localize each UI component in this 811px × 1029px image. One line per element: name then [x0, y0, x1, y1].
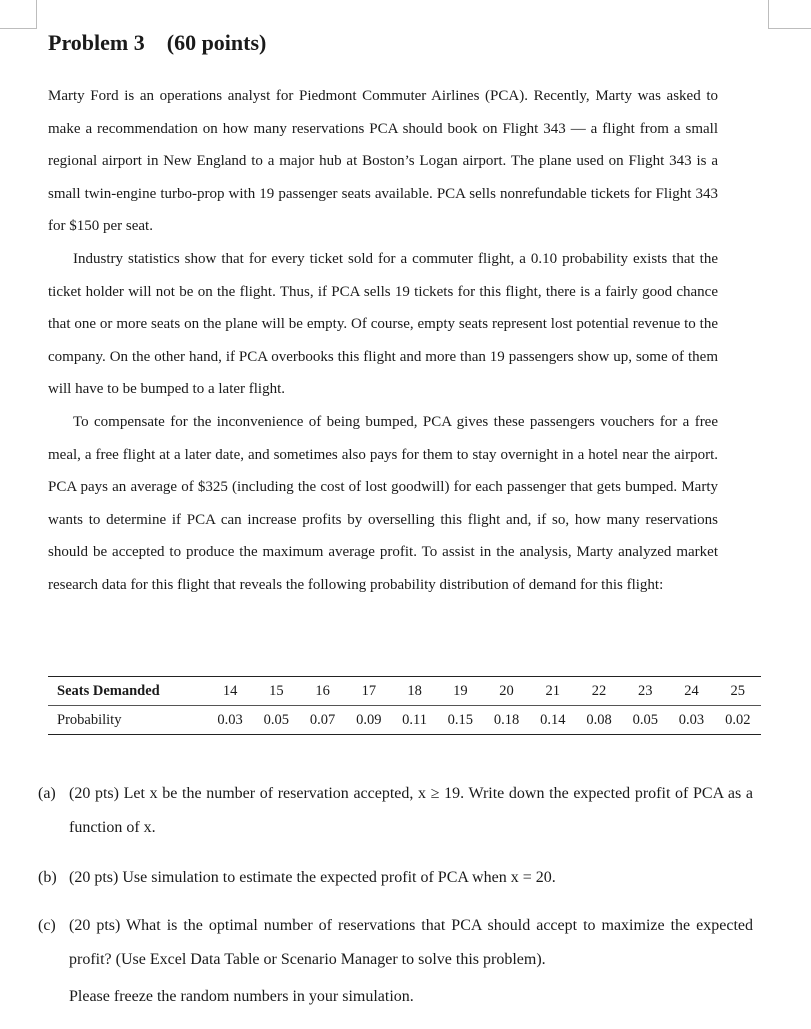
seats-cell: 17: [346, 677, 392, 706]
seats-demanded-row: [48, 677, 761, 706]
paragraph-compensation: To compensate for the inconvenience of being bumped, PCA gives these passengers vouchers for a free meal, a free flight at a later date, and sometimes also pays for them to stay overnight in a hotel near the airport. PCA pays an average of $325 (including the cost of lost goodwill) for each passenger that gets bumped. Marty wants to determine if PCA can increase profits by overselling this flight and, if so, how many reservations should be accepted to produce the maximum average profit. To assist in the analysis, Marty analyzed market research data for this flight that reveals the following probability distribution of demand for this flight:: [48, 413, 718, 593]
page-corner-mark-left: [0, 0, 37, 29]
question-text: (20 pts) Let x be the number of reservation accepted, x ≥ 19. Write down the expected profit of PCA as a function of x.: [69, 785, 753, 836]
question-label: (a): [38, 785, 56, 802]
probability-cell: 0.05: [632, 711, 658, 728]
page-corner-mark-right: [768, 0, 811, 29]
seats-cell: 25: [715, 677, 761, 706]
problem-description: [48, 80, 718, 602]
seats-cell: 23: [622, 677, 668, 706]
seats-cell: 19: [437, 677, 483, 706]
seats-cell: 24: [668, 677, 714, 706]
question-b: [38, 861, 753, 895]
seats-cell: 22: [576, 677, 622, 706]
question-a: [38, 777, 753, 845]
seats-cell: 14: [207, 677, 253, 706]
probability-cell: 0.09: [356, 711, 382, 728]
seats-cell: 21: [530, 677, 576, 706]
question-text: (20 pts) What is the optimal number of reservations that PCA should accept to maximize the expected profit? (Use Excel Data Table or Scenario Manager to solve this problem).: [69, 917, 753, 968]
paragraph-industry-stats: Industry statistics show that for every ticket sold for a commuter flight, a 0.10 probability exists that the ticket holder will not be on the flight. Thus, if PCA sells 19 tickets for this flight, there is a fairly good chance that one or more seats on the plane will be empty. Of course, empty seats represent lost potential revenue to the company. On the other hand, if PCA overbooks this flight and more than 19 passengers show up, some of them will have to be bumped to a later flight.: [48, 250, 718, 398]
probability-cell: 0.15: [447, 711, 473, 728]
probability-row: [48, 706, 761, 735]
question-c: [38, 909, 753, 977]
probability-label: Probability: [57, 711, 122, 728]
probability-cell: 0.07: [309, 711, 336, 728]
question-text: (20 pts) Use simulation to estimate the expected profit of PCA when x = 20.: [69, 869, 556, 886]
probability-cell: 0.05: [263, 711, 290, 728]
demand-distribution-table: [48, 676, 761, 735]
problem-number: Problem 3: [48, 30, 145, 55]
seats-cell: 18: [392, 677, 437, 706]
seats-cell: 15: [253, 677, 299, 706]
problem-title: [48, 30, 266, 56]
seats-cell: 20: [483, 677, 529, 706]
question-label: (b): [38, 869, 57, 886]
freeze-random-note: Please freeze the random numbers in your simulation.: [69, 988, 414, 1005]
probability-cell: 0.08: [586, 711, 612, 728]
probability-cell: 0.14: [540, 711, 566, 728]
seats-demanded-label: Seats Demanded: [48, 677, 207, 706]
probability-cell: 0.02: [725, 711, 751, 728]
probability-cell: 0.11: [402, 711, 427, 728]
question-label: (c): [38, 917, 56, 934]
probability-cell: 0.03: [678, 711, 705, 728]
problem-points: (60 points): [166, 30, 267, 55]
seats-cell: 16: [299, 677, 345, 706]
probability-cell: 0.18: [493, 711, 520, 728]
paragraph-intro: Marty Ford is an operations analyst for Piedmont Commuter Airlines (PCA). Recently, Marty was asked to make a recommendation on how many reservations PCA should book on Flight 343 — a flight from a small regional airport in New England to a major hub at Boston’s Logan airport. The plane used on Flight 343 is a small twin-engine turbo-prop with 19 passenger seats available. PCA sells nonrefundable tickets for Flight 343 for $150 per seat.: [48, 88, 718, 235]
probability-cell: 0.03: [217, 711, 243, 728]
